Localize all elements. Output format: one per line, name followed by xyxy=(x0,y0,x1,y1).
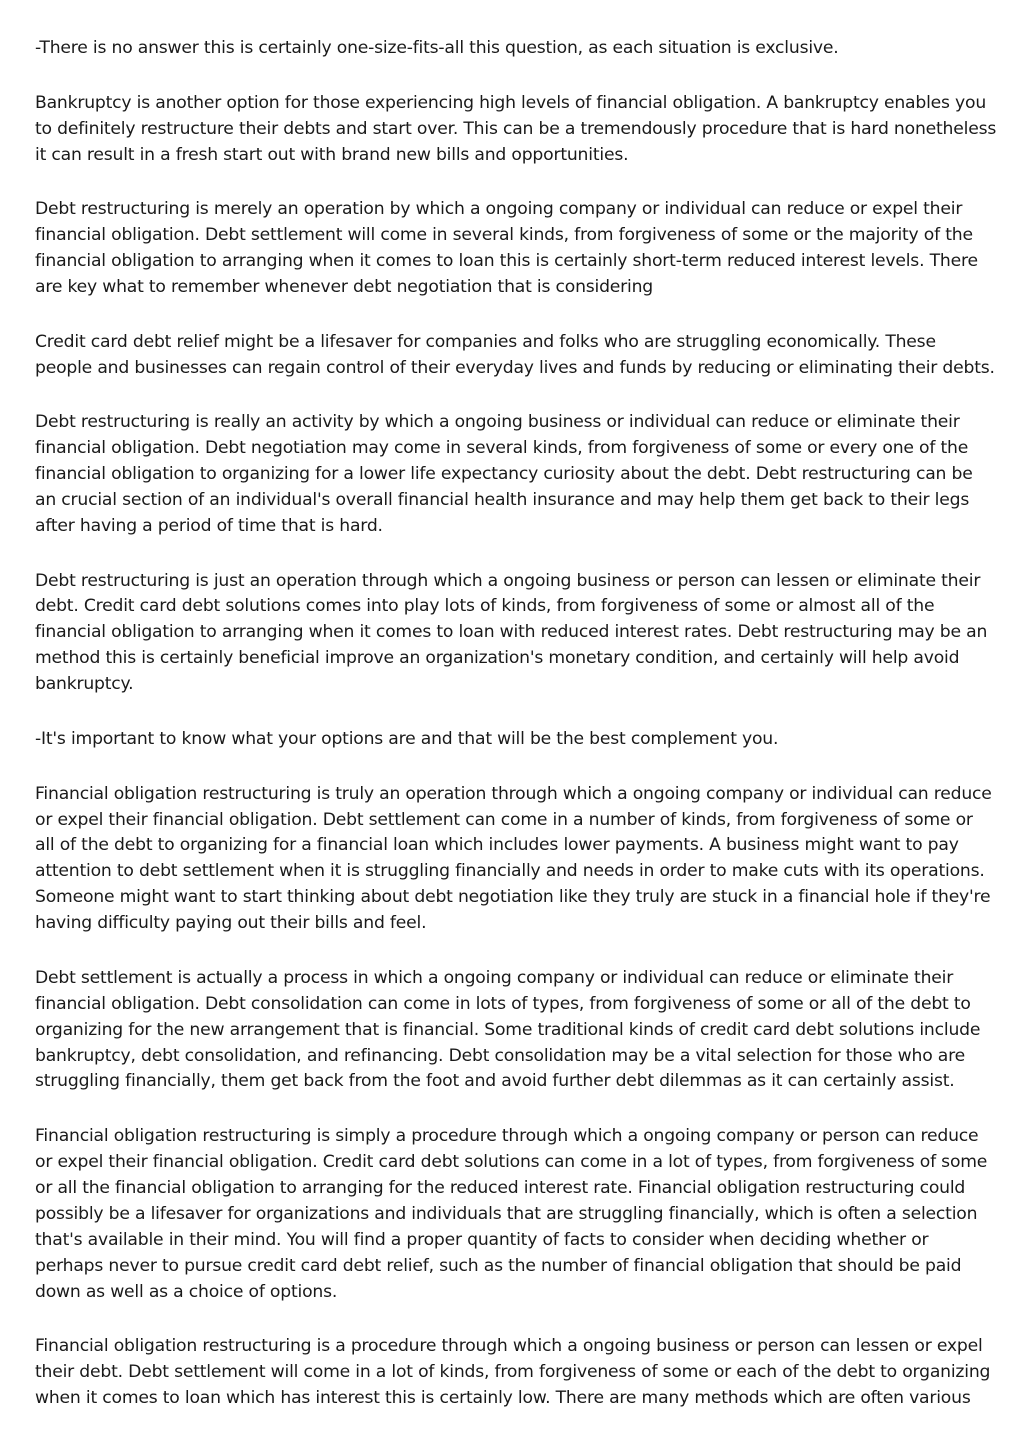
paragraph: Financial obligation restructuring is simply a procedure through which a ongoing company or person can reduce or expel their financial obligation. Credit card debt solutions can come in a lot of types, from forgiveness of some or all the financial obligation to arranging for the reduced interest rate. Financial obligation restructuring could possibly be a lifesaver for organizations and individuals that are struggling financially, which is often a selection that's available in their mind. You will find a proper quantity of facts to consider when deciding whether or perhaps never to pursue credit card debt relief, such as the number of financial obligation that should be paid down as well as a choice of options. xyxy=(35,1126,988,1302)
document-body xyxy=(35,36,997,1441)
paragraph: -There is no answer this is certainly one-size-fits-all this question, as each situation is exclusive. xyxy=(35,38,839,58)
paragraph: Financial obligation restructuring is a procedure through which a ongoing business or person can lessen or expel their debt. Debt settlement will come in a lot of kinds, from forgiveness of some or each of the debt to organizing when it comes to loan which has interest this is certainly low. There are many methods which are often various xyxy=(35,1336,991,1409)
paragraph: Financial obligation restructuring is truly an operation through which a ongoing company or individual can reduce or expel their financial obligation. Debt settlement can come in a number of kinds, from forgiveness of some or all of the debt to organizing for a financial loan which includes lower payments. A business might want to pay attention to debt settlement when it is struggling financially and needs in order to make cuts with its operations. Someone might want to start thinking about debt negotiation like they truly are stuck in a financial hole if they're having difficulty paying out their bills and feel. xyxy=(35,783,992,934)
paragraph: Debt settlement is actually a process in which a ongoing company or individual can reduce or eliminate their financial obligation. Debt consolidation can come in lots of types, from forgiveness of some or all of the debt to organizing for the new arrangement that is financial. Some traditional kinds of credit card debt solutions include bankruptcy, debt consolidation, and refinancing. Debt consolidation may be a vital selection for those who are struggling financially, them get back from the foot and avoid further debt dilemmas as it can certainly assist. xyxy=(35,967,981,1092)
paragraph: -It's important to know what your options are and that will be the best complement you. xyxy=(35,728,779,749)
paragraph: Debt restructuring is merely an operation by which a ongoing company or individual can reduce or expel their financial obligation. Debt settlement will come in several kinds, from forgiveness of some or the majority of the financial obligation to arranging when it comes to loan this is certainly short-term reduced interest levels. There are key what to remember whenever debt negotiation that is considering xyxy=(35,199,978,297)
paragraph: Bankruptcy is another option for those experiencing high levels of financial obligation. A bankruptcy enables you to definitely restructure their debts and start over. This can be a tremendously procedure that is hard nonetheless it can result in a fresh start out with brand new bills and opportunities. xyxy=(35,92,997,165)
paragraph: Debt restructuring is really an activity by which a ongoing business or individual can reduce or eliminate their financial obligation. Debt negotiation may come in several kinds, from forgiveness of some or every one of the financial obligation to organizing for a lower life expectancy curiosity about the debt. Debt restructuring can be an crucial section of an individual's overall financial health insurance and may help them get back to their legs after having a period of time that is hard. xyxy=(35,412,973,536)
paragraph: Debt restructuring is just an operation through which a ongoing business or person can lessen or eliminate their debt. Credit card debt solutions comes into play lots of kinds, from forgiveness of some or almost all of the financial obligation to arranging when it comes to loan with reduced interest rates. Debt restructuring may be an method this is certainly beneficial improve an organization's monetary condition, and certainly will help avoid bankruptcy. xyxy=(35,570,988,695)
paragraph: Credit card debt relief might be a lifesaver for companies and folks who are struggling economically. These people and businesses can regain control of their everyday lives and funds by reducing or eliminating their debts. xyxy=(35,331,995,378)
